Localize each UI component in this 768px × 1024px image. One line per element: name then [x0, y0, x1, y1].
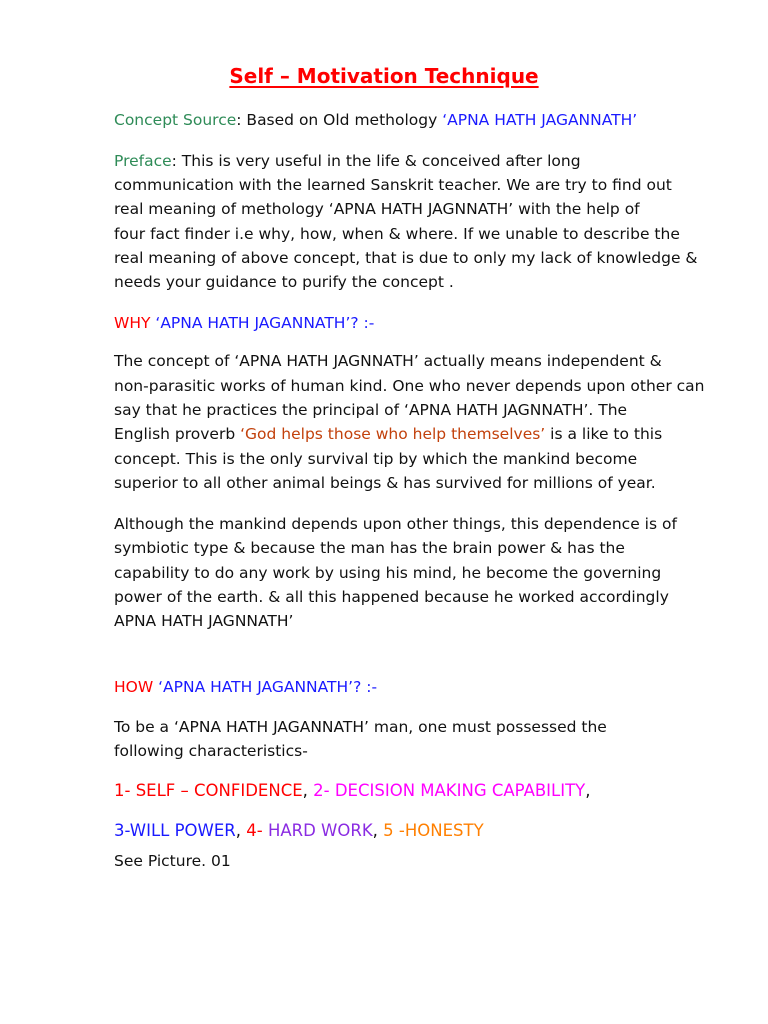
why-heading-rest: ‘APNA HATH JAGANNATH’? :-	[155, 314, 375, 332]
trait-separator: ,	[372, 821, 384, 840]
trait-hard-work: HARD WORK	[262, 821, 373, 840]
why-para2-line-5: APNA HATH JAGNNATH’	[114, 612, 294, 630]
preface-text: : This is very useful in the life & conceived after long	[171, 152, 581, 170]
trait-separator: ,	[235, 821, 247, 840]
how-para-line-1: To be a ‘APNA HATH JAGANNATH’ man, one must possessed the	[114, 718, 607, 736]
preface-line-3: real meaning of methology ‘APNA HATH JAGNNATH’ with the help of	[114, 200, 640, 218]
how-heading-rest: ‘APNA HATH JAGANNATH’? :-	[158, 678, 378, 696]
trait-self-confidence: 1- SELF – CONFIDENCE	[114, 781, 303, 800]
trait-honesty: 5 -HONESTY	[383, 821, 484, 840]
traits-line-1	[114, 781, 591, 801]
why-para1-line-1: The concept of ‘APNA HATH JAGNNATH’ actually means independent &	[114, 352, 662, 370]
why-para1-line-4	[114, 424, 662, 444]
traits-line-2	[114, 821, 484, 841]
how-heading-word: HOW	[114, 678, 159, 696]
preface-line-5: real meaning of above concept, that is due to only my lack of knowledge &	[114, 249, 698, 267]
why-para2-line-1: Although the mankind depends upon other things, this dependence is of	[114, 515, 677, 533]
why-heading	[114, 313, 374, 333]
document-title: Self – Motivation Technique	[229, 64, 539, 88]
concept-source-highlight: ‘APNA HATH JAGANNATH’	[442, 111, 638, 129]
preface-line-6: needs your guidance to purify the concept .	[114, 273, 454, 291]
why-para2-line-3: capability to do any work by using his mind, he become the governing	[114, 564, 662, 582]
trait-will-power: 3-WILL POWER	[114, 821, 236, 840]
why-para2-line-4: power of the earth. & all this happened because he worked accordingly	[114, 588, 669, 606]
why-para1-line-6: superior to all other animal beings & has survived for millions of year.	[114, 474, 656, 492]
trait-decision-making: 2- DECISION MAKING CAPABILITY	[313, 781, 586, 800]
trait-hard-work-number: 4-	[246, 821, 263, 840]
why-para2-line-2: symbiotic type & because the man has the brain power & has the	[114, 539, 625, 557]
concept-source-label: Concept Source	[114, 111, 237, 129]
preface-line-2: communication with the learned Sanskrit teacher. We are try to find out	[114, 176, 672, 194]
proverb-suffix: is a like to this	[545, 425, 663, 443]
why-para1-line-5: concept. This is the only survival tip by which the mankind become	[114, 450, 638, 468]
trait-separator: ,	[302, 781, 314, 800]
preface-line-4: four fact finder i.e why, how, when & where. If we unable to describe the	[114, 225, 680, 243]
how-heading	[114, 677, 377, 697]
concept-source-line	[114, 110, 637, 130]
why-heading-word: WHY	[114, 314, 156, 332]
proverb-prefix: English proverb	[114, 425, 241, 443]
proverb-quote: ‘God helps those who help themselves’	[240, 425, 546, 443]
how-para-line-2: following characteristics-	[114, 742, 308, 760]
see-picture-reference: See Picture. 01	[114, 852, 231, 870]
concept-source-text: : Based on Old methology	[236, 111, 443, 129]
why-para1-line-2: non-parasitic works of human kind. One who never depends upon other can	[114, 377, 705, 395]
preface-line-1	[114, 151, 581, 171]
trait-separator: ,	[585, 781, 591, 800]
preface-label: Preface	[114, 152, 172, 170]
why-para1-line-3: say that he practices the principal of ‘APNA HATH JAGNNATH’. The	[114, 401, 628, 419]
